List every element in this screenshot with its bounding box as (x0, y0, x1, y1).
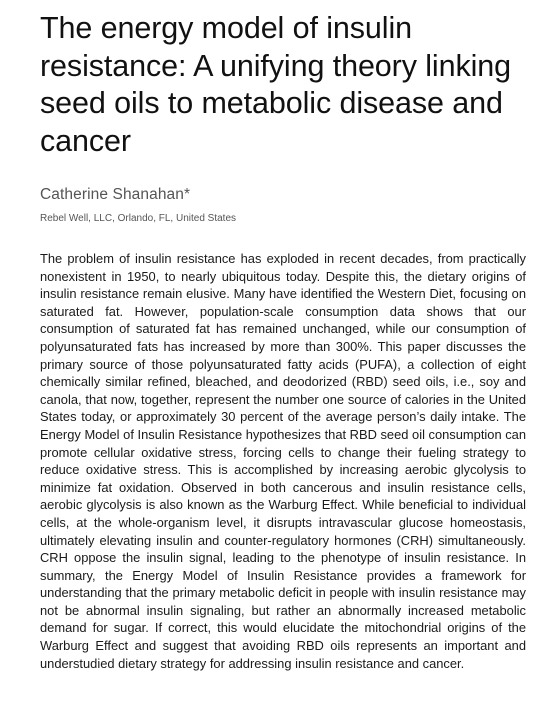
abstract-text: The problem of insulin resistance has exploded in recent decades, from practically nonexistent in 1950, to nearly ubiquitous today. Despite this, the dietary origins of insulin resistance remain elusive. Many have identified the Western Diet, focusing on saturated fat. However, population-scale consumption data shows that our consumption of saturated fat has remained unchanged, while our consumption of polyunsaturated fats has increased by more than 300%. This paper discusses the primary source of those polyunsaturated fatty acids (PUFA), a collection of eight chemically similar refined, bleached, and deodorized (RBD) seed oils, i.e., soy and canola, that now, together, represent the number one source of calories in the United States today, or approximately 30 percent of the average person’s daily intake. The Energy Model of Insulin Resistance hypothesizes that RBD seed oil consumption can promote cellular oxidative stress, forcing cells to change their fueling strategy to reduce oxidative stress. This is accomplished by increasing aerobic glycolysis to minimize fat oxidation. Observed in both cancerous and insulin resistance cells, aerobic glycolysis is also known as the Warburg Effect. While beneficial to individual cells, at the whole-organism level, it disrupts intravascular glucose homeostasis, ultimately elevating insulin and counter-regulatory hormones (CRH) simultaneously. CRH oppose the insulin signal, leading to the phenotype of insulin resistance. In summary, the Energy Model of Insulin Resistance provides a framework for understanding that the primary metabolic deficit in people with insulin resistance may not be abnormal insulin signaling, but rather an abnormally increased metabolic demand for sugar. If correct, this would elucidate the mitochondrial origins of the Warburg Effect and suggest that avoiding RBD oils represents an important and understudied dietary strategy for addressing insulin resistance and cancer. (40, 251, 526, 671)
author-name: Catherine Shanahan* (40, 186, 191, 203)
paper-title: The energy model of insulin resistance: A unifying theory linking seed oils to metabolic disease and cancer (40, 11, 512, 158)
author-affiliation: Rebel Well, LLC, Orlando, FL, United States (40, 213, 237, 224)
paper-page (40, 0, 526, 672)
